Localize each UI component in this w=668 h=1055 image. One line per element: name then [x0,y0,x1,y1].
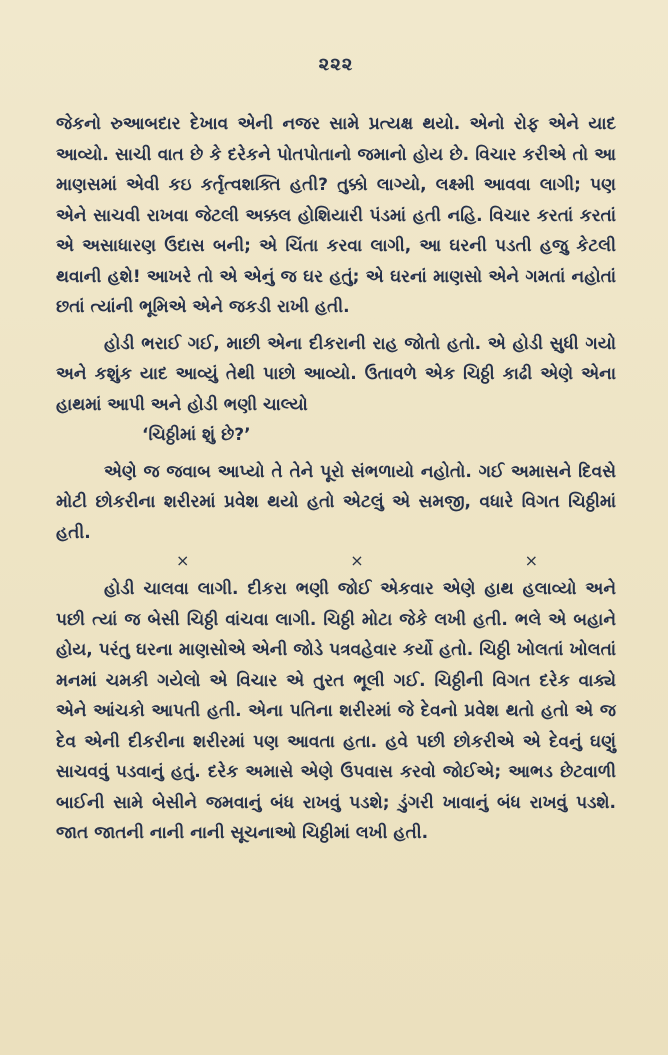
page-number: ૨૨૨ [318,54,354,75]
paragraph-1: જેકનો રુઆબદાર દેખાવ એની નજર સામે પ્રત્યક્ષ થયો. એનો રોફ એને યાદ આવ્યો. સાચી વાત છે કે દરેકને પોતપોતાનો જમાનો હોય છે. વિચાર કરીએ તો આ માણસમાં એવી કઇ કર્તૃત્વશક્તિ હતી? તુક્કો લાગ્યો, લક્ષ્મી આવવા લાગી; પણ એને સાચવી રાખવા જેટલી અક્કલ હોશિયારી પંડમાં હતી નહિ. વિચાર કરતાં કરતાં એ અસાધારણ ઉદાસ બની; એ ચિંતા કરવા લાગી, આ ઘરની પડતી હજુ કેટલી થવાની હશે! આખરે તો એ એનું જ ઘર હતું; એ ઘરનાં માણસો એને ગમતાં નહોતાં છતાં ત્યાંની ભૂમિએ એને જકડી રાખી હતી. [56,114,616,317]
paragraph-3: એણે જ જવાબ આપ્યો તે તેને પૂરો સંભળાયો નહોતો. ગઈ અમાસને દિવસે મોટી છોકરીના શરીરમાં પ્રવેશ થયો હતો એટલું એ સમજી, વધારે વિગત ચિઠ્ઠીમાં હતી. [56,461,616,543]
separator-mark: × [524,551,538,570]
paragraph-2: હોડી ભરાઈ ગઈ, માછી એના દીકરાની રાહ જોતો હતો. એ હોડી સુધી ગયો અને કશુંક યાદ આવ્યું તેથી પાછો આવ્યો. ઉતાવળે એક ચિઠ્ઠી કાઢી એણે એના હાથમાં આપી અને હોડી ભણી ચાલ્યો [56,333,616,415]
separator-mark: × [176,551,190,570]
quote-line: ‘ચિઠ્ઠીમાં શું છે?’ [142,425,251,445]
paragraph-4: હોડી ચાલવા લાગી. દીકરા ભણી જોઈ એકવાર એણે હાથ હલાવ્યો અને પછી ત્યાં જ બેસી ચિઠ્ઠી વાંચવા લાગી. ચિઠ્ઠી મોટા જેકે લખી હતી. ભલે એ બહાને હોય, પરંતુ ઘરના માણસોએ એની જોડે પત્રવહેવાર કર્યો હતો. ચિઠ્ઠી ખોલતાં ખોલતાં મનમાં ચમકી ગયેલો એ વિચાર એ તુરત ભૂલી ગઈ. ચિઠ્ઠીની વિગત દરેક વાક્યે એને આંચકો આપતી હતી. એના પતિના શરીરમાં જે દેવનો પ્રવેશ થતો હતો એ જ દેવ એની દીકરીના શરીરમાં પણ આવતા હતા. હવે પછી છોકરીએ એ દેવનું ઘણું સાચવવું પડવાનું હતું. દરેક અમાસે એણે ઉપવાસ કરવો જોઈએ; આભડ છેટવાળી બાઈની સામે બેસીને જમવાનું બંધ રાખવું પડશે; ડુંગરી ખાવાનું બંધ રાખવું પડશે. જાત જાતની નાની નાની સૂચનાઓ ચિઠ્ઠીમાં લખી હતી. [56,579,616,843]
separator-mark: × [350,551,364,570]
section-separator [56,550,616,572]
